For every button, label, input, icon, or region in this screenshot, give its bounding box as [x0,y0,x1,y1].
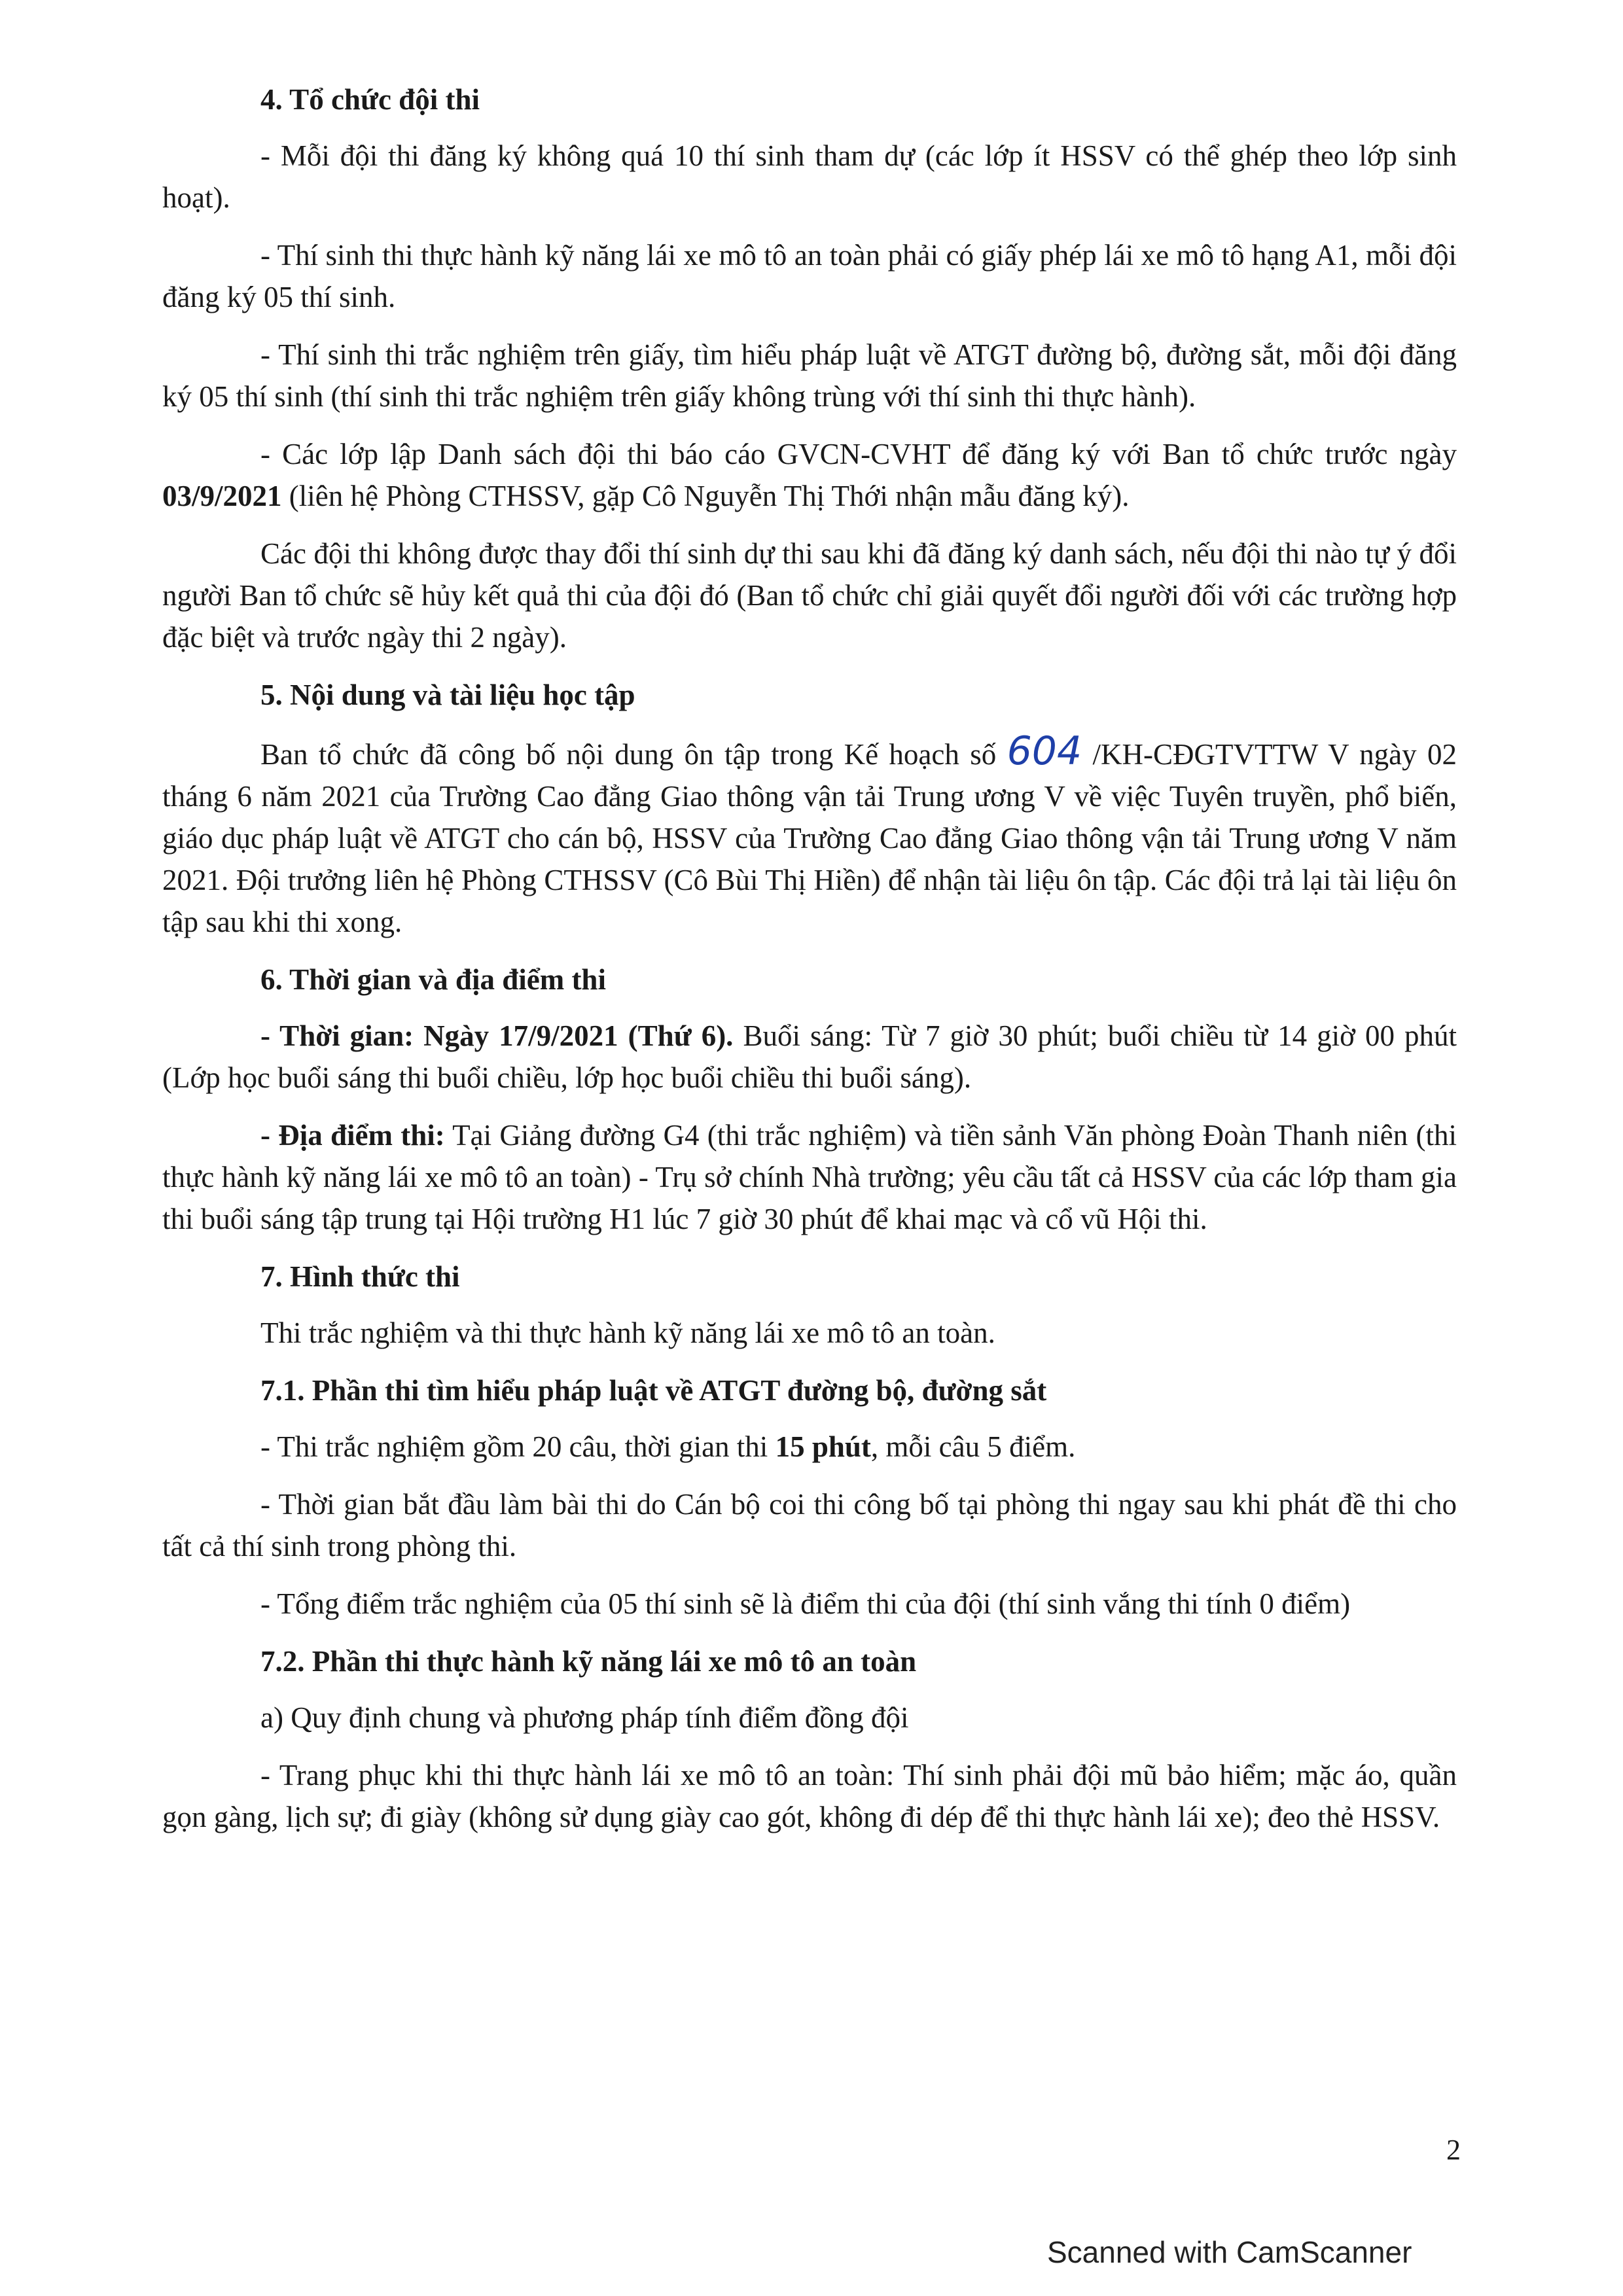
registration-deadline: 03/9/2021 [162,480,282,512]
section-5-heading: 5. Nội dung và tài liệu học tập [260,679,635,711]
section-7-1-paragraph-3: - Tổng điểm trắc nghiệm của 05 thí sinh sẽ là điểm thi của đội (thí sinh vắng thi tính 0 điểm) [260,1587,1351,1620]
section-6-heading: 6. Thời gian và địa điểm thi [260,963,606,996]
paragraph-text: , mỗi câu 5 điểm. [870,1430,1076,1463]
paragraph-text: /KH-CĐGTVTTW V ngày 02 tháng 6 năm 2021 của Trường Cao đẳng Giao thông vận tải Trung ương V về việc Tuyên truyền, phổ biến, giáo dục pháp luật về ATGT cho cán bộ, HSSV của Trường Cao đẳng Giao thông vận tải Trung ương V năm 2021. Đội trưởng liên hệ Phòng CTHSSV (Cô Bùi Thị Hiền) để nhận tài liệu ôn tập. Các đội trả lại tài liệu ôn tập sau khi thi xong. [162,738,1457,938]
paragraph-text: (liên hệ Phòng CTHSSV, gặp Cô Nguyễn Thị Thới nhận mẫu đăng ký). [281,480,1130,512]
section-7-2-paragraph-2: - Trang phục khi thi thực hành lái xe mô tô an toàn: Thí sinh phải đội mũ bảo hiểm; mặc áo, quần gọn gàng, lịch sự; đi giày (không sử dụng giày cao gót, không đi dép để thi thực hành lái xe); đeo thẻ HSSV. [162,1759,1457,1833]
exam-duration: 15 phút [775,1430,871,1463]
section-6-paragraph-2 [162,1114,1457,1240]
section-7-2-paragraph-1: a) Quy định chung và phương pháp tính điểm đồng đội [260,1701,909,1734]
page-number: 2 [1446,2134,1461,2166]
scanner-watermark: Scanned with CamScanner [1047,2235,1412,2269]
paragraph-text: Ban tổ chức đã công bố nội dung ôn tập trong Kế hoạch số [260,738,1007,771]
section-7-2-heading: 7.2. Phần thi thực hành kỹ năng lái xe mô tô an toàn [260,1645,917,1678]
document-body [162,79,1457,1854]
section-6-paragraph-1 [162,1015,1457,1099]
section-4-paragraph-5: Các đội thi không được thay đổi thí sinh dự thi sau khi đã đăng ký danh sách, nếu đội thi nào tự ý đổi người Ban tổ chức sẽ hủy kết quả thi của đội đó (Ban tổ chức chỉ giải quyết đổi người đối với các trường hợp đặc biệt và trước ngày thi 2 ngày). [162,537,1457,654]
paragraph-text: - Các lớp lập Danh sách đội thi báo cáo GVCN-CVHT để đăng ký với Ban tổ chức trước ngày [260,438,1457,470]
paragraph-text: - Thi trắc nghiệm gồm 20 câu, thời gian thi [260,1430,776,1463]
time-label: - Thời gian: Ngày 17/9/2021 (Thứ 6). [260,1019,734,1052]
section-7-1-paragraph-2: - Thời gian bắt đầu làm bài thi do Cán bộ coi thi công bố tại phòng thi ngay sau khi phát đề thi cho tất cả thí sinh trong phòng thi. [162,1488,1457,1563]
section-7-heading: 7. Hình thức thi [260,1260,460,1293]
section-4-paragraph-1: - Mỗi đội thi đăng ký không quá 10 thí sinh tham dự (các lớp ít HSSV có thể ghép theo lớp sinh hoạt). [162,139,1457,214]
section-7-1-heading: 7.1. Phần thi tìm hiểu pháp luật về ATGT đường bộ, đường sắt [260,1374,1047,1407]
section-7-paragraph-1: Thi trắc nghiệm và thi thực hành kỹ năng lái xe mô tô an toàn. [260,1316,995,1349]
location-label: - Địa điểm thi: [260,1119,445,1152]
section-4-paragraph-4 [162,433,1457,517]
section-4-paragraph-2: - Thí sinh thi thực hành kỹ năng lái xe mô tô an toàn phải có giấy phép lái xe mô tô hạng A1, mỗi đội đăng ký 05 thí sinh. [162,239,1457,313]
section-4-paragraph-3: - Thí sinh thi trắc nghiệm trên giấy, tìm hiểu pháp luật về ATGT đường bộ, đường sắt, mỗi đội đăng ký 05 thí sinh (thí sinh thi trắc nghiệm trên giấy không trùng với thí sinh thi thực hành). [162,338,1457,413]
paragraph-text: Tại Giảng đường G4 (thi trắc nghiệm) và tiền sảnh Văn phòng Đoàn Thanh niên (thi thực hành kỹ năng lái xe mô tô an toàn) - Trụ sở chính Nhà trường; yêu cầu tất cả HSSV của các lớp tham gia thi buổi sáng tập trung tại Hội trường H1 lúc 7 giờ 30 phút để khai mạc và cổ vũ Hội thi. [162,1119,1457,1235]
paragraph-text: Buổi sáng: Từ 7 giờ 30 phút; buổi chiều từ 14 giờ 00 phút (Lớp học buổi sáng thi buổi chiều, lớp học buổi chiều thi buổi sáng). [162,1019,1457,1094]
section-7-1-paragraph-1 [162,1426,1457,1468]
section-5-paragraph-1 [162,730,1457,943]
handwritten-plan-number: 604 [1007,728,1082,774]
section-4-heading: 4. Tổ chức đội thi [260,83,480,116]
